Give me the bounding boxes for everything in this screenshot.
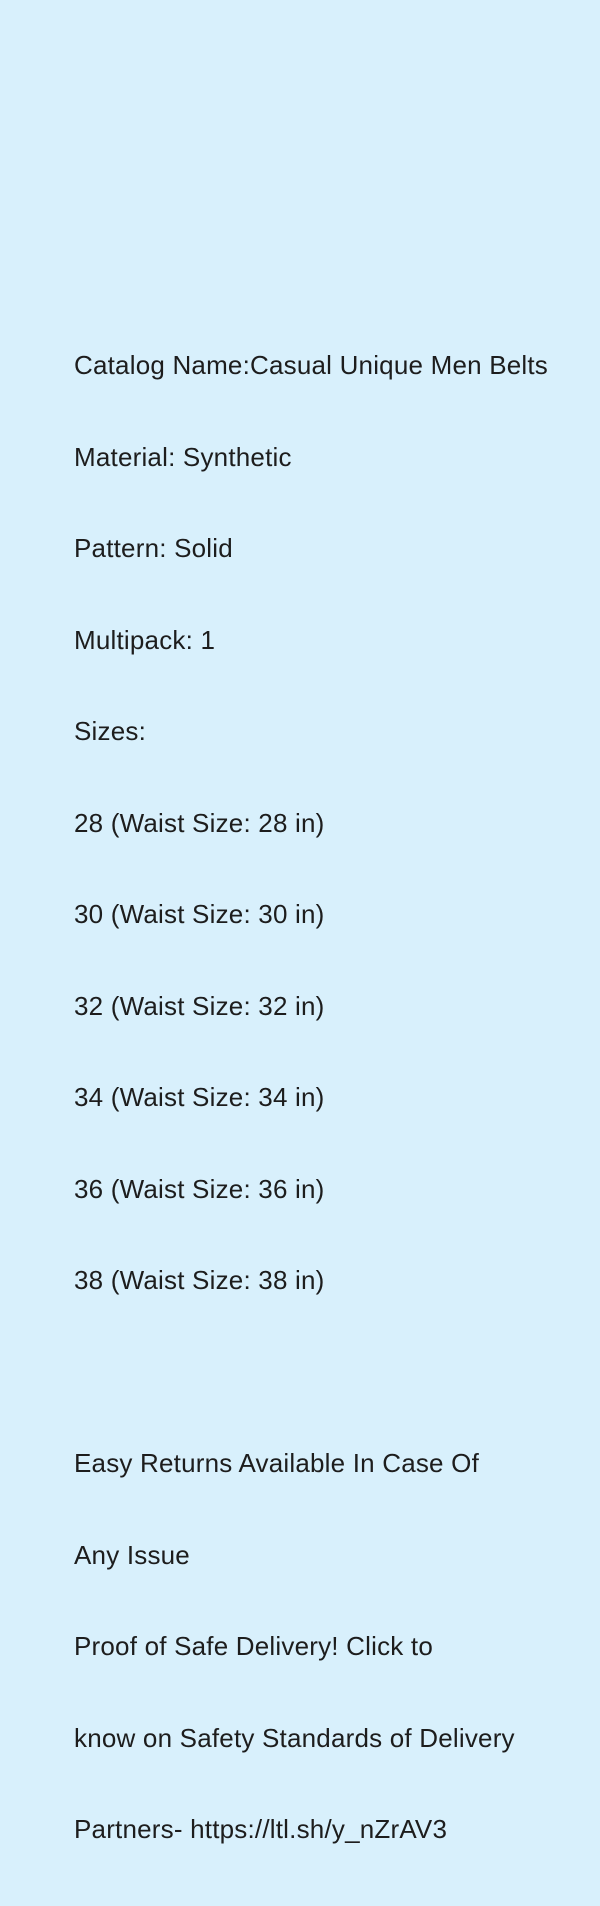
delivery-note-line-1: Proof of Safe Delivery! Click to — [74, 1631, 433, 1661]
catalog-text-block — [74, 289, 554, 1906]
returns-note-line-2: Any Issue — [74, 1539, 190, 1570]
size-option-28: 28 (Waist Size: 28 in) — [74, 807, 325, 838]
delivery-note-line-3: Partners- https://ltl.sh/y_nZrAV3 — [74, 1814, 448, 1844]
returns-note-line-1: Easy Returns Available In Case Of — [74, 1448, 479, 1478]
size-option-32: 32 (Waist Size: 32 in) — [74, 990, 325, 1021]
multipack-line: Multipack: 1 — [74, 624, 216, 655]
sizes-heading: Sizes: — [74, 716, 147, 746]
delivery-note-line-2: know on Safety Standards of Delivery — [74, 1722, 515, 1753]
size-option-36: 36 (Waist Size: 36 in) — [74, 1173, 325, 1204]
catalog-name-line: Catalog Name:Casual Unique Men Belts — [74, 350, 548, 380]
size-option-34: 34 (Waist Size: 34 in) — [74, 1082, 325, 1112]
material-line: Material: Synthetic — [74, 441, 292, 472]
size-option-38: 38 (Waist Size: 38 in) — [74, 1265, 325, 1295]
pattern-line: Pattern: Solid — [74, 533, 233, 563]
size-option-30: 30 (Waist Size: 30 in) — [74, 899, 325, 929]
blank-line — [74, 1357, 554, 1388]
